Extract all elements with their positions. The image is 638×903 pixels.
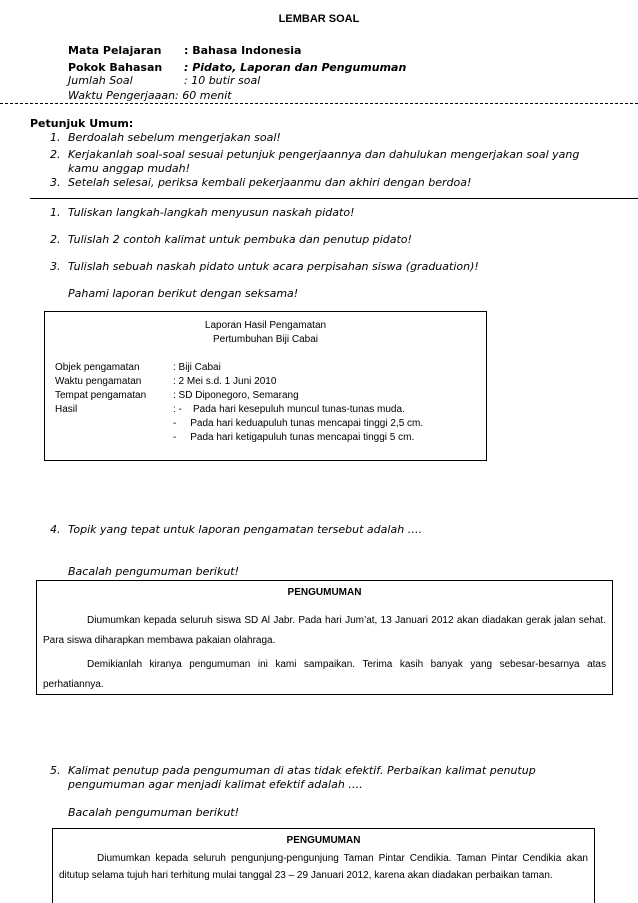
- announcement-title: PENGUMUMAN: [286, 835, 361, 846]
- instructions-heading: Petunjuk Umum:: [30, 117, 134, 130]
- page-title: LEMBAR SOAL: [278, 13, 360, 25]
- meta-count-key: Jumlah Soal: [68, 74, 133, 87]
- report-value: : 2 Mei s.d. 1 Juni 2010: [173, 376, 277, 387]
- announcement-box-2: [52, 828, 595, 903]
- meta-topic: [68, 61, 406, 74]
- question-text: Tulislah sebuah naskah pidato untuk acara perpisahan siswa (graduation)!: [68, 260, 479, 273]
- report-row: [55, 376, 276, 387]
- announcement-paragraph: Demikianlah kiranya pengumuman ini kami sampaikan. Terima kasih banyak yang sebesar-besarnya atas perhatiannya.: [43, 659, 606, 690]
- question-number: 5.: [50, 764, 61, 777]
- meta-subject-key: Mata Pelajaran: [68, 44, 162, 57]
- meta-topic-key: Pokok Bahasan: [68, 61, 163, 74]
- meta-subject: [68, 44, 301, 57]
- announcement-box-1: [36, 580, 613, 695]
- meta-time: [68, 89, 232, 102]
- report-subtitle: Pertumbuhan Biji Cabai: [212, 334, 319, 345]
- meta-count: [68, 74, 260, 87]
- meta-count-value: : 10 butir soal: [184, 74, 261, 87]
- meta-time-key: Waktu Pengerjaaan: 60 menit: [68, 89, 232, 102]
- report-key: Objek pengamatan: [55, 362, 140, 373]
- instruction-text: Kerjakanlah soal-soal sesuai petunjuk pengerjaannya dan dahulukan mengerjakan soal yang: [68, 148, 580, 161]
- report-value: : - Pada hari kesepuluh muncul tunas-tunas muda.: [173, 404, 405, 415]
- solid-divider: [30, 198, 638, 199]
- report-key: Hasil: [55, 404, 78, 415]
- instruction-number: 3.: [50, 176, 61, 189]
- announcement-paragraph: Diumumkan kepada seluruh pengunjung-pengunjung Taman Pintar Cendikia. Taman Pintar Cendikia akan ditutup selama tujuh hari terhitung mulai tanggal 23 – 29 Januari 2012, karena akan diadakan perbaikan taman.: [59, 853, 588, 881]
- question-text: Tuliskan langkah-langkah menyusun naskah pidato!: [68, 206, 355, 219]
- report-row: [55, 362, 221, 373]
- question-text: Pahami laporan berikut dengan seksama!: [68, 287, 299, 300]
- instruction-number: 1.: [50, 131, 61, 144]
- meta-subject-value: : Bahasa Indonesia: [184, 44, 302, 57]
- question-text: Tulislah 2 contoh kalimat untuk pembuka dan penutup pidato!: [68, 233, 412, 246]
- question-number: 1.: [50, 206, 61, 219]
- report-value: : Biji Cabai: [173, 362, 221, 373]
- meta-topic-value: : Pidato, Laporan dan Pengumuman: [184, 61, 407, 74]
- report-title: Laporan Hasil Pengamatan: [204, 320, 327, 331]
- announcement-paragraph: Diumumkan kepada seluruh siswa SD Al Jabr. Pada hari Jum’at, 13 Januari 2012 akan diadakan gerak jalan sehat. Para siswa diharapkan membawa pakaian olahraga.: [43, 615, 606, 646]
- question-text: Bacalah pengumuman berikut!: [68, 565, 240, 578]
- report-row: [55, 390, 299, 401]
- report-value: - Pada hari ketigapuluh tunas mencapai tinggi 5 cm.: [173, 432, 415, 443]
- question-number: 4.: [50, 523, 61, 536]
- report-value: : SD Diponegoro, Semarang: [173, 390, 299, 401]
- question-text: Topik yang tepat untuk laporan pengamatan tersebut adalah ….: [68, 523, 423, 536]
- instruction-text-cont: kamu anggap mudah!: [68, 162, 190, 175]
- report-key: Tempat pengamatan: [55, 390, 147, 401]
- instruction-text: Setelah selesai, periksa kembali pekerjaanmu dan akhiri dengan berdoa!: [68, 176, 472, 189]
- report-row: [55, 418, 423, 429]
- question-text: Kalimat penutup pada pengumuman di atas tidak efektif. Perbaikan kalimat penutup: [68, 764, 536, 777]
- report-box: [44, 311, 487, 461]
- question-text-cont: pengumuman agar menjadi kalimat efektif adalah ….: [68, 778, 363, 791]
- question-text: Bacalah pengumuman berikut!: [68, 806, 240, 819]
- dashed-divider: [0, 103, 638, 104]
- instruction-number: 2.: [50, 148, 61, 161]
- report-value: - Pada hari keduapuluh tunas mencapai tinggi 2,5 cm.: [173, 418, 424, 429]
- report-key: Waktu pengamatan: [55, 376, 142, 387]
- report-row: [55, 432, 414, 443]
- report-row: [55, 404, 405, 415]
- question-number: 2.: [50, 233, 61, 246]
- question-number: 3.: [50, 260, 61, 273]
- announcement-title: PENGUMUMAN: [287, 587, 362, 598]
- instruction-text: Berdoalah sebelum mengerjakan soal!: [68, 131, 281, 144]
